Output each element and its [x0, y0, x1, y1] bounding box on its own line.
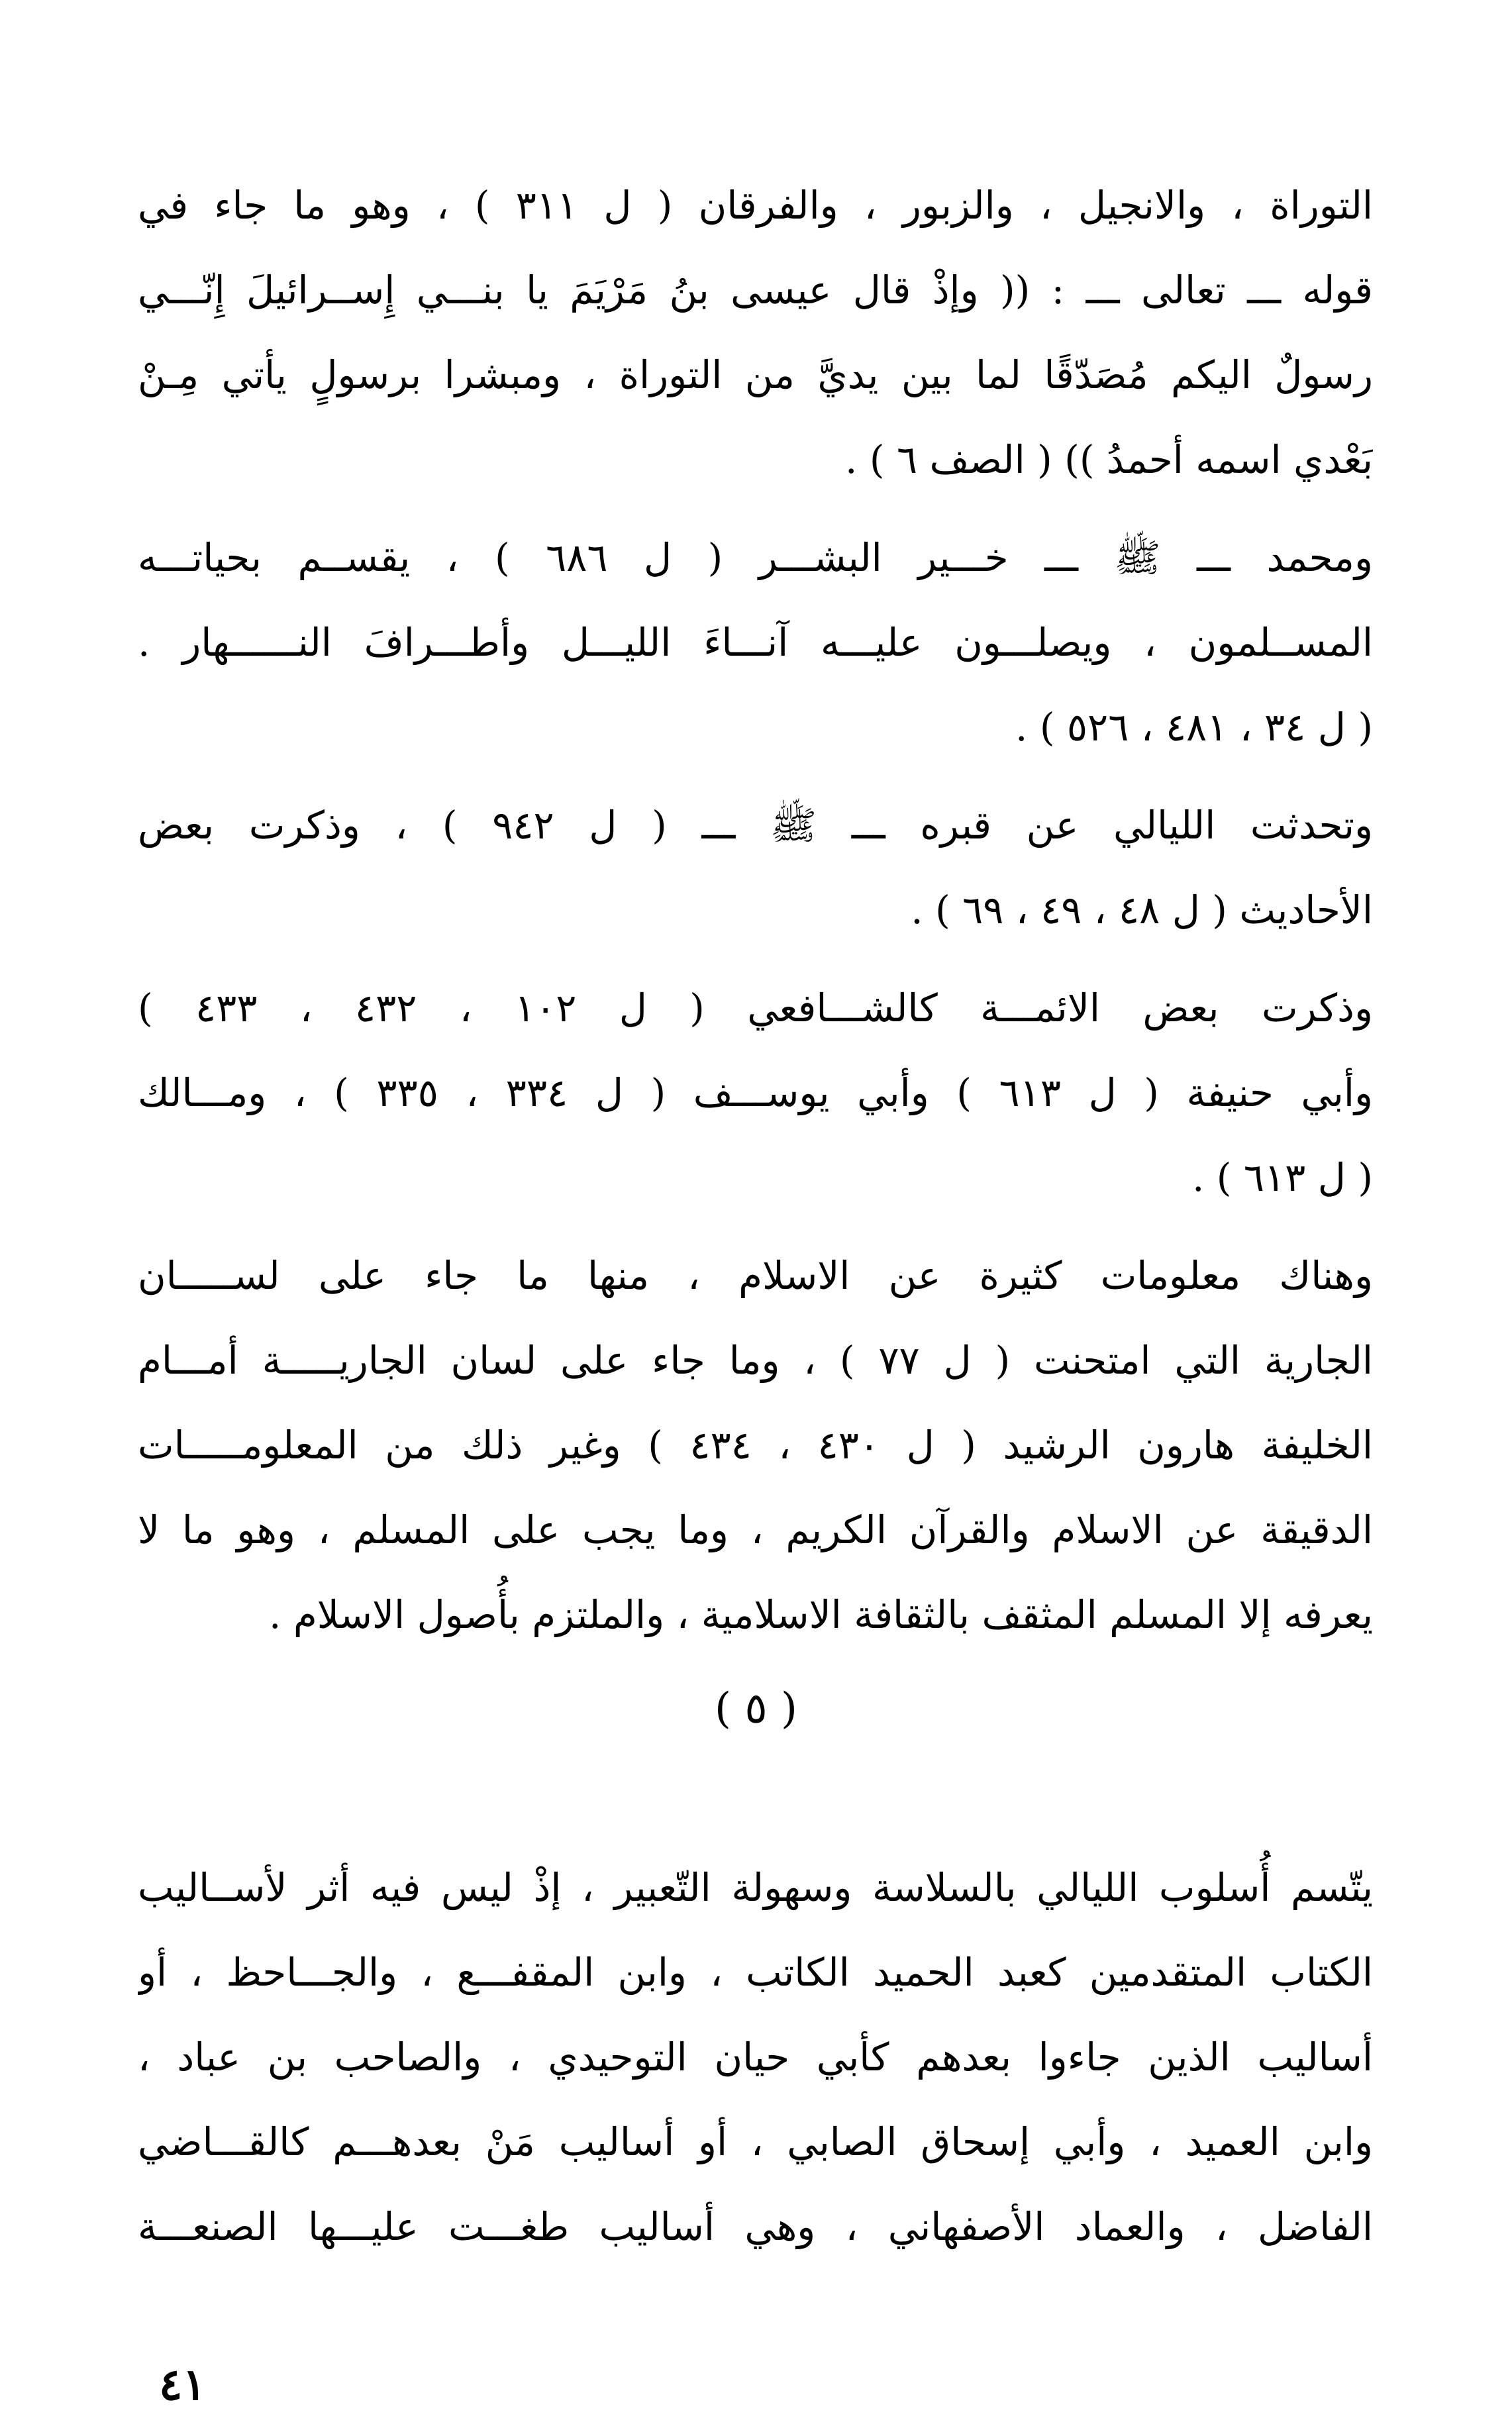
text-line-3: رسولٌ اليكم مُصَدّقًا لما بين يديَّ من التوراة ، ومبشرا برسولٍ يأتي مِـنْ: [138, 352, 1373, 397]
text-line-13: وهناك معلومات كثيرة عن الاسلام ، منها ما جاء على لســـــان: [138, 1253, 1373, 1298]
text-line-14: الجارية التي امتحنت ( ل ٧٧ ) ، وما جاء على لسان الجاريـــــة أمـــام: [138, 1338, 1373, 1383]
text-line-16: الدقيقة عن الاسلام والقرآن الكريم ، وما يجب على المسلم ، وهو ما لا: [138, 1507, 1373, 1552]
section-line-1: يتّسم أُسلوب الليالي بالسلاسة وسهولة التّعبير ، إذْ ليس فيه أثر لأســاليب: [138, 1865, 1373, 1910]
text-line-6: المســلمون ، ويصلـــون عليـــه آنـــاءَ الليـــل وأطـــرافَ النــــــهار .: [138, 620, 1373, 665]
text-line-15: الخليفة هارون الرشيد ( ل ٤٣٠ ، ٤٣٤ ) وغير ذلك من المعلومـــــات: [138, 1423, 1373, 1468]
text-line-17: يعرفه إلا المسلم المثقف بالثقافة الاسلامية ، والملتزم بأُصول الاسلام .: [268, 1592, 1373, 1637]
text-line-8: وتحدثت الليالي عن قبره ـــ ﷺ ـــ ( ل ٩٤٢ ) ، وذكرت بعض: [138, 803, 1373, 848]
section-line-4: وابن العميد ، وأبي إسحاق الصابي ، أو أساليب مَنْ بعدهـــم كالقـــاضي: [138, 2119, 1373, 2164]
page-number: ٤١: [159, 2358, 206, 2410]
section-heading: ( ٥ ): [715, 1684, 797, 1733]
section-line-3: أساليب الذين جاءوا بعدهم كأبي حيان التوحيدي ، والصاحب بن عباد ،: [138, 2035, 1373, 2080]
text-line-5: ومحمد ـــ ﷺ ـــ خـــير البشـــر ( ل ٦٨٦ ) ، يقســم بحياتـــه: [138, 535, 1373, 580]
text-line-9: الأحاديث ( ل ٤٨ ، ٤٩ ، ٦٩ ) .: [911, 887, 1373, 933]
text-line-10: وذكرت بعض الائمـــة كالشـــافعي ( ل ١٠٢ ، ٤٣٢ ، ٤٣٣ ): [138, 986, 1373, 1031]
text-line-4: بَعْدي اسمه أحمدُ )) ( الصف ٦ ) .: [845, 437, 1373, 482]
section-line-2: الكتاب المتقدمين كعبد الحميد الكاتب ، وابن المقفـــع ، والجـــاحظ ، أو: [138, 1950, 1373, 1995]
text-line-2: قوله ـــ تعالى ـــ : (( وإذْ قال عيسى بنُ مَرْيَمَ يا بنـــي إِســرائيلَ إِنّـــي: [138, 268, 1373, 313]
text-line-12: ( ل ٦١٣ ) .: [1191, 1155, 1373, 1200]
section-line-5: الفاضل ، والعماد الأصفهاني ، وهي أساليب طغـــت عليـــها الصنعـــة: [138, 2204, 1373, 2249]
text-line-1: التوراة ، والانجيل ، والزبور ، والفرقان ( ل ٣١١ ) ، وهو ما جاء في: [138, 183, 1373, 228]
text-line-7: ( ل ٣٤ ، ٤٨١ ، ٥٢٦ ) .: [1015, 705, 1373, 750]
text-line-11: وأبي حنيفة ( ل ٦١٣ ) وأبي يوســـف ( ل ٣٣٤ ، ٣٣٥ ) ، ومـــالك: [138, 1070, 1373, 1115]
